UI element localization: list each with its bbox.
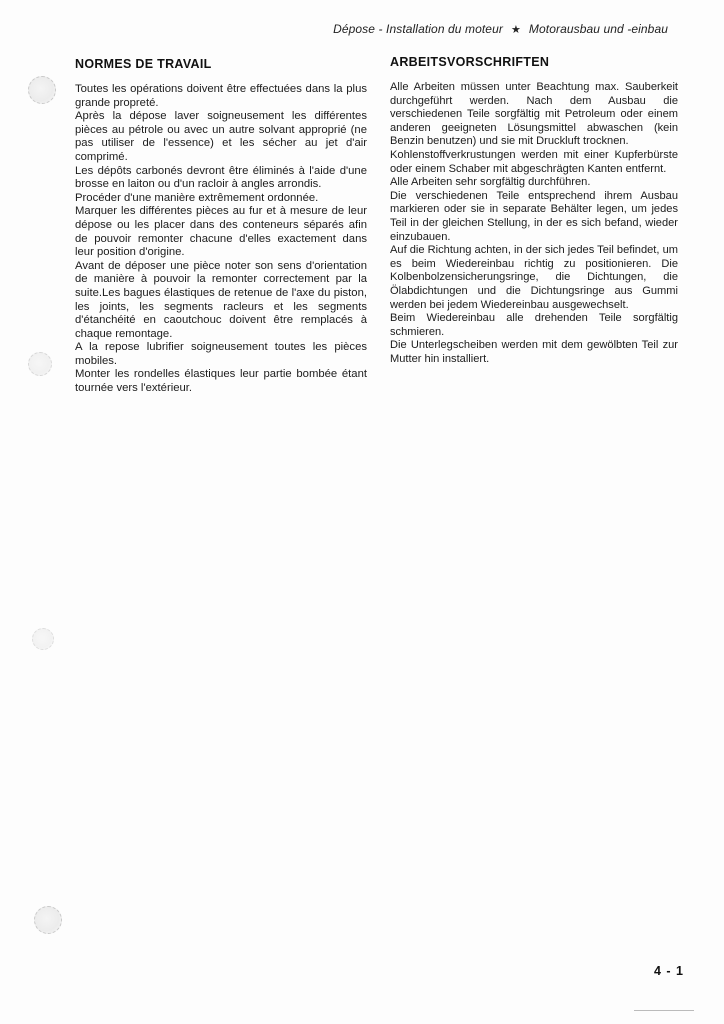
german-paragraph: Beim Wiedereinbau alle drehenden Teile sorgfältig schmieren. [390,312,678,338]
french-paragraph: Marquer les différentes pièces au fur et à mesure de leur dépose ou les placer dans des conteneurs séparés afin de pouvoir remonter chacune d'elles exactement dans leur position d'origine. [75,205,367,259]
french-column [75,55,367,396]
page-number: 4 - 1 [653,964,684,978]
header-title-french: Dépose - Installation du moteur [333,22,503,36]
german-paragraph: Auf die Richtung achten, in der sich jedes Teil befindet, um es beim Wiedereinbau richtig zu positionieren. Die Kolbenbolzensicherungsringe, die Dichtungen, die Ölabdichtungen und die Dichtungsringe aus Gummi werden bei jedem Wiedereinbau ausgewechselt. [390,244,678,311]
scan-artifact-line [634,1010,694,1011]
french-paragraph: Avant de déposer une pièce noter son sens d'orientation de manière à pouvoir la remonter correctement par la suite.Les bagues élastiques de retenue de l'axe du piston, les joints, les segments racleurs et les segments d'étanchéité en caoutchouc doivent être remplacés à chaque remontage. [75,259,367,340]
french-paragraph: Toutes les opérations doivent être effectuées dans la plus grande propreté. [75,83,367,109]
german-section-heading: ARBEITSVORSCHRIFTEN [390,55,550,69]
binder-hole-icon [28,76,56,104]
german-paragraph: Kohlenstoffverkrustungen werden mit einer Kupferbürste oder einem Schaber mit abgeschrägten Kanten entfernt. [390,148,678,175]
french-section-heading: NORMES DE TRAVAIL [75,57,212,71]
french-paragraph: Procéder d'une manière extrêmement ordonnée. [75,191,319,204]
french-paragraph: Les dépôts carbonés devront être éliminés à l'aide d'une brosse en laiton ou d'un racloir à angles arrondis. [75,164,367,191]
german-paragraph: Die Unterlegscheiben werden mit dem gewölbten Teil zur Mutter hin installiert. [390,339,678,365]
german-column [390,55,678,366]
binder-hole-icon [34,906,62,934]
french-paragraph: Monter les rondelles élastiques leur partie bombée étant tournée vers l'extérieur. [75,368,367,395]
german-paragraph: Alle Arbeiten müssen unter Beachtung max. Sauberkeit durchgeführt werden. Nach dem Ausbau die verschiedenen Teile sorgfältig mit Petroleum oder einem anderen geeigneten Lösungsmittel abwaschen (kein Benzin benutzen) und sie mit Druckluft trocknen. [390,81,678,148]
french-paragraph: Après la dépose laver soigneusement les différentes pièces au pétrole ou avec un autre solvant approprié (ne pas utiliser de l'essence) et les sécher au jet d'air comprimé. [75,110,367,163]
german-paragraph: Die verschiedenen Teile entsprechend ihrem Ausbau markieren oder sie in separate Behälter legen, um jedes Teil in der gleichen Stellung, in der es sich befand, wieder einzubauen. [390,189,678,243]
german-paragraph: Alle Arbeiten sehr sorgfältig durchführen. [390,176,591,189]
binder-hole-icon [28,352,52,376]
header-title-german: Motorausbau und -einbau [528,22,668,36]
binder-hole-icon [32,628,54,650]
french-paragraph: A la repose lubrifier soigneusement toutes les pièces mobiles. [75,341,367,367]
running-header [333,22,668,36]
star-separator-icon: ★ [510,24,521,36]
